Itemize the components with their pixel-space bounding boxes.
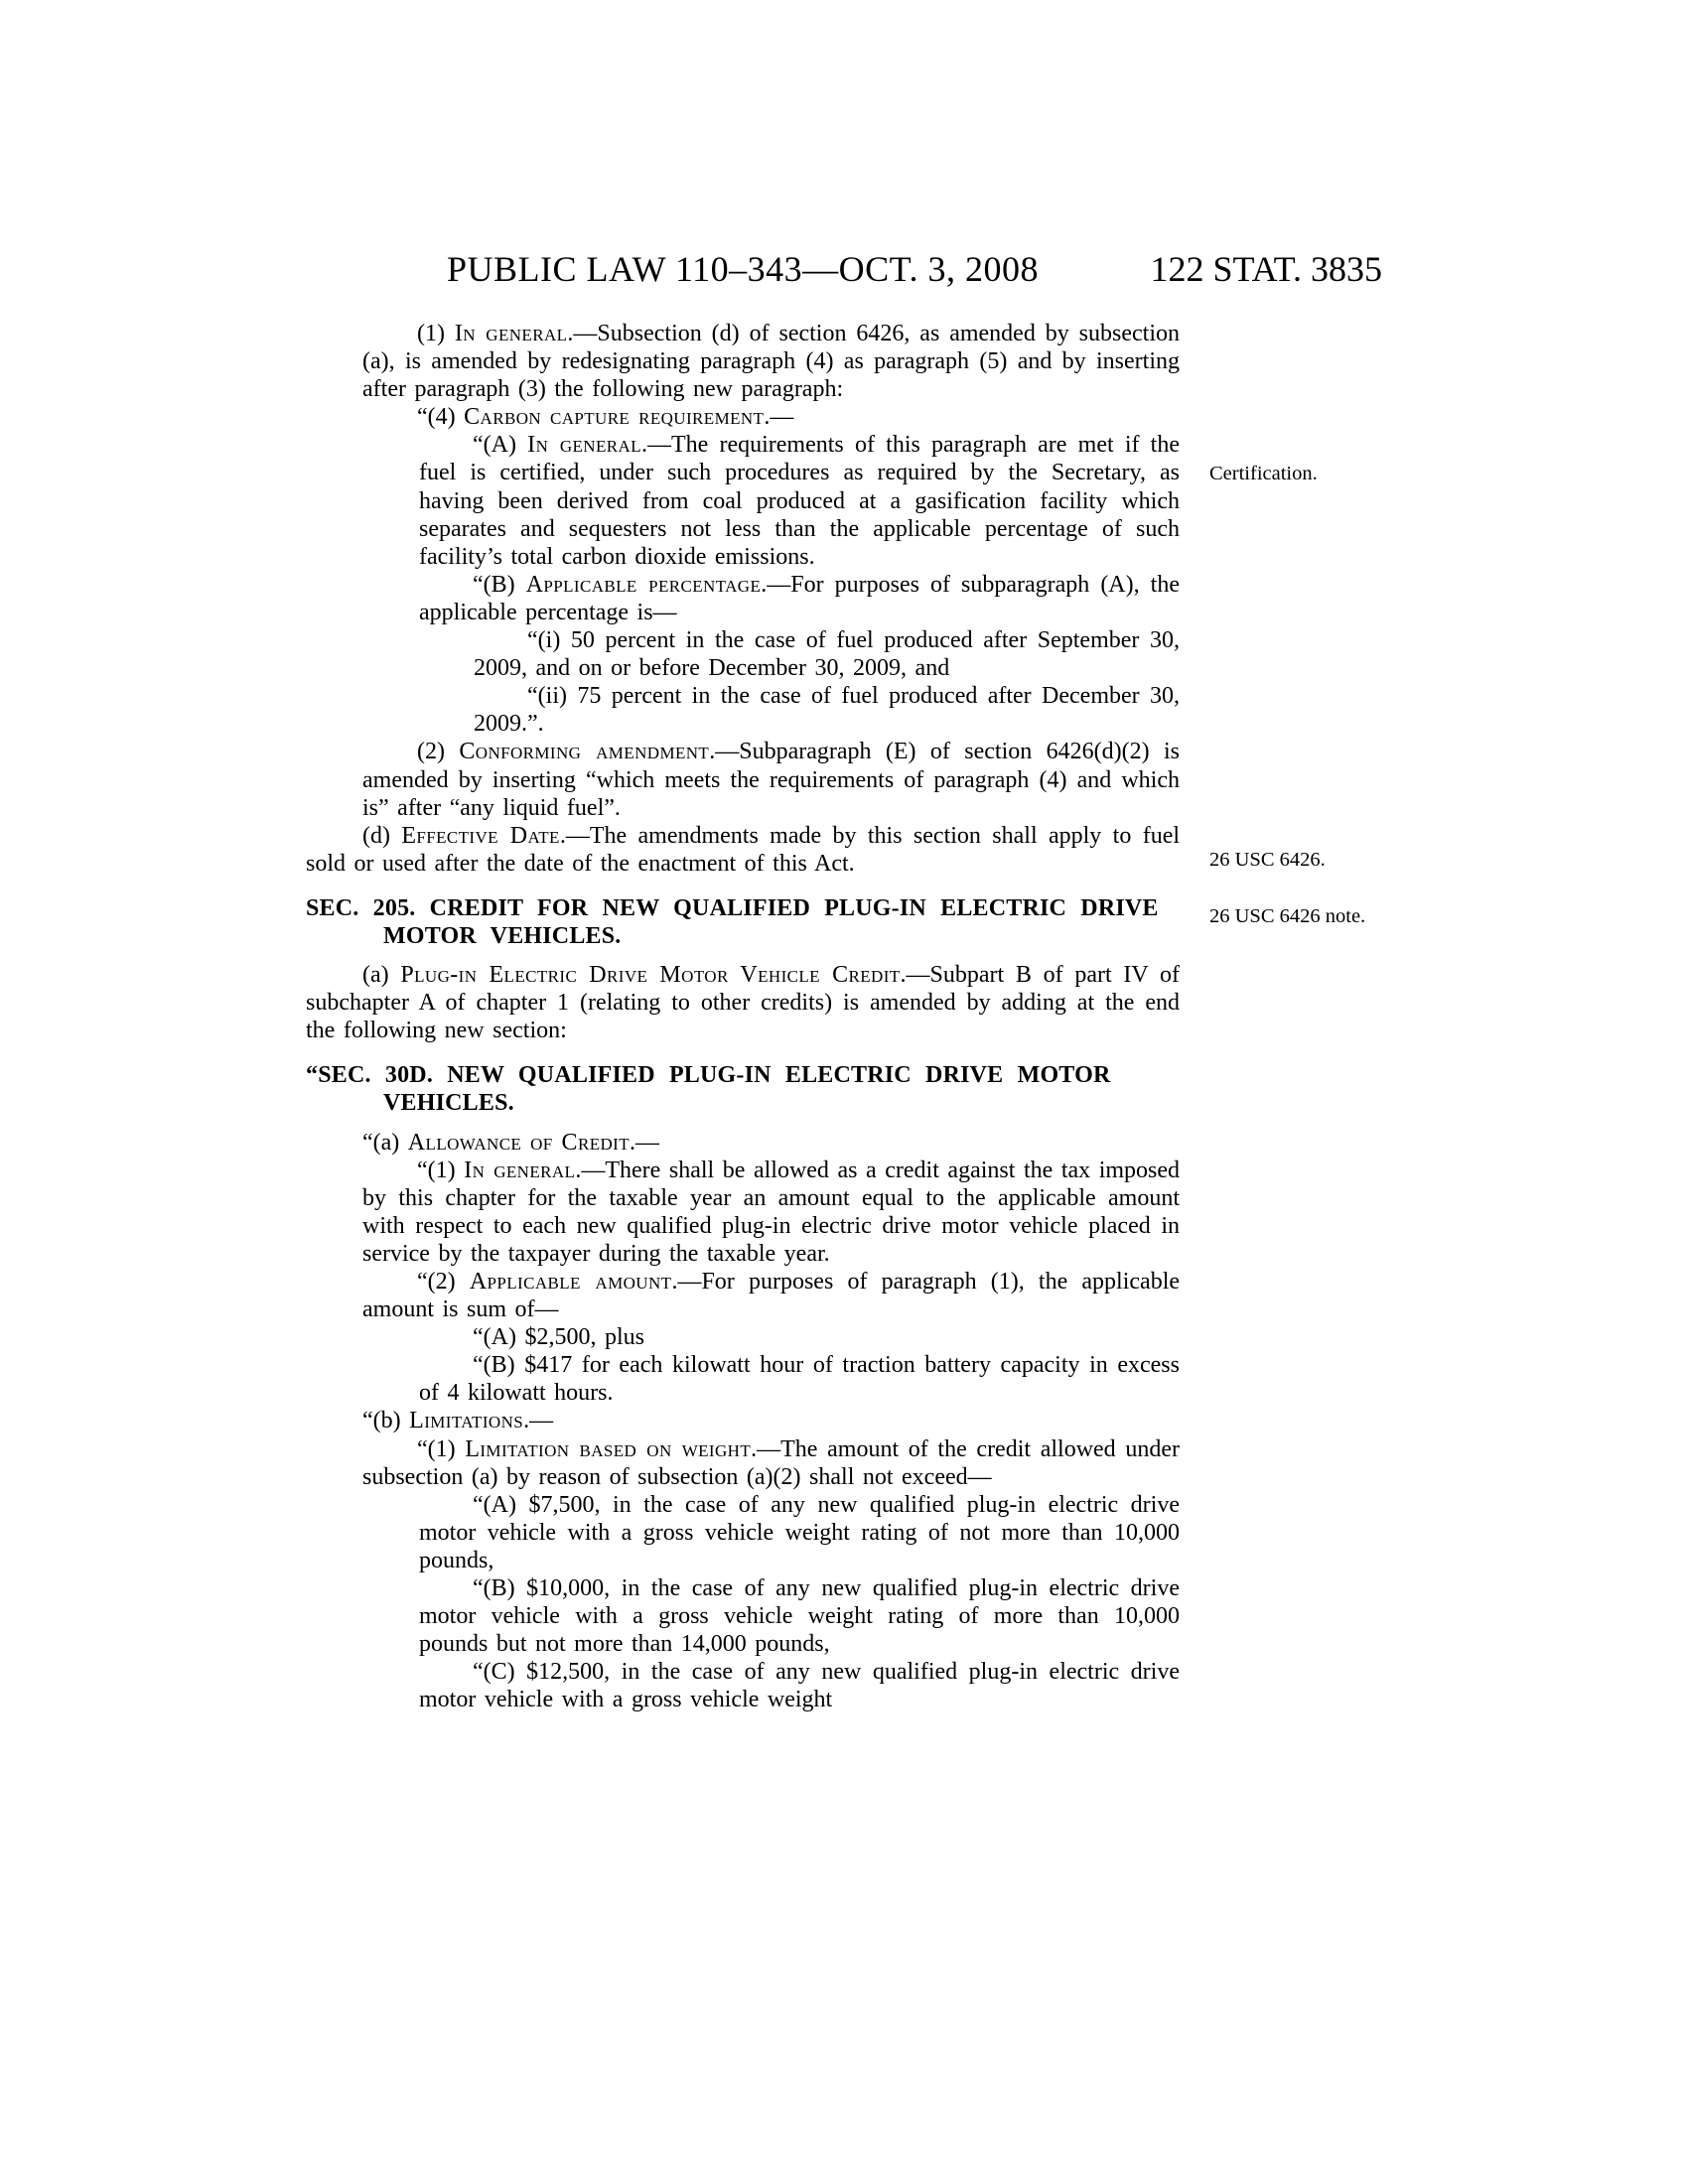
text-run: (d) [362,822,402,849]
small-caps-term: Limitations [409,1408,524,1434]
text-run: .—There shall be allowed as a credit against the tax imposed by this chapter for the taxable year an amount equal to the applicable amount with respect to each new qualified plug-in electric drive motor vehicle placed in service by the taxpayer during the taxable year. [362,1157,1181,1267]
text-run: “(2) [417,1269,470,1295]
text-run: “(B) [473,571,526,598]
running-header-law: PUBLIC LAW 110–343—OCT. 3, 2008 [447,249,1039,289]
text-run: “(A) $2,500, plus [473,1324,644,1351]
text-run: .—The amendments made by this section shall apply to fuel sold or used after the date of the enactment of this Act. [306,822,1181,877]
text-run: .—The amount of the credit allowed under subsection (a) by reason of subsection (a)(2) shall not exceed— [362,1435,1180,1490]
margin-note: 26 USC 6426. [1209,849,1326,871]
text-run: .— [523,1408,554,1434]
text-run: “(B) $10,000, in the case of any new qualified plug-in electric drive motor vehicle with a gross vehicle weight rating of more than 10,000 pounds but not more than 14,000 pounds, [419,1575,1180,1658]
text-run: “(1) [417,1157,465,1183]
text-run: “(1) [417,1435,466,1462]
text-run: .—The requirements of this paragraph are met if the fuel is certified, under such procedures as required by the Secretary, as having been derived from coal produced at a gasification facility which separates and sequesters not less than the applicable percentage of such facility’s total carbon dioxide emissions. [419,432,1181,570]
text-run: “(A) $7,500, in the case of any new qualified plug-in electric drive motor vehicle with a gross vehicle weight rating of not more than 10,000 pounds, [419,1491,1180,1573]
text-run: (1) [417,321,455,346]
text-run: VEHICLES. [383,1090,514,1117]
text-run: “(a) [362,1129,408,1156]
text-run: .— [630,1129,659,1156]
text-run: (2) [417,739,460,765]
text-run: (a) [362,962,401,989]
small-caps-term: Limitation based on weight [465,1435,752,1462]
text-run: “(b) [362,1408,410,1434]
small-caps-term: In general [527,432,641,459]
small-caps-term: In general [464,1157,576,1183]
text-run: MOTOR VEHICLES. [383,922,622,949]
text-run: .—Subpart B of part IV of subchapter A of chapter 1 (relating to other credits) is amended by adding at the end the following new section: [306,962,1180,1044]
text-run: “(ii) 75 percent in the case of fuel produced after December 30, 2009.”. [474,683,1180,738]
small-caps-term: Applicable percentage [525,571,762,598]
small-caps-term: Allowance of Credit [407,1129,630,1156]
margin-note: Certification. [1209,463,1318,484]
text-run: .— [764,404,794,431]
text-run: .—Subparagraph (E) of section 6426(d)(2) is amended by inserting “which meets the requirements of paragraph (4) and which is” after “any liquid fuel”. [362,739,1180,821]
text-run: “(i) 50 percent in the case of fuel produced after September 30, 2009, and on or before December 30, 2009, and [474,627,1180,682]
small-caps-term: Conforming amendment [459,739,710,765]
text-run: .—Subsection (d) of section 6426, as amended by subsection (a), is amended by redesignating paragraph (4) as paragraph (5) and by inserting after paragraph (3) the following new paragraph: [362,321,1180,403]
small-caps-term: Effective Date [401,822,560,849]
small-caps-term: Plug-in Electric Drive Motor Vehicle Credit [400,962,901,989]
text-run: .—For purposes of paragraph (1), the applicable amount is sum of— [362,1269,1181,1323]
small-caps-term: In general [454,321,568,346]
text-run: “(A) [473,432,528,459]
small-caps-term: Applicable amount [469,1269,672,1295]
margin-note: 26 USC 6426 note. [1209,905,1366,927]
running-header-stat-page-number: 122 STAT. 3835 [1150,249,1382,289]
text-run: “(4) [417,404,465,431]
text-run: “SEC. 30D. NEW QUALIFIED PLUG-IN ELECTRIC DRIVE MOTOR [306,1062,1111,1089]
text-run: .—For purposes of subparagraph (A), the applicable percentage is— [419,571,1180,625]
small-caps-term: Carbon capture requirement [464,404,765,431]
text-run: “(C) $12,500, in the case of any new qualified plug-in electric drive motor vehicle with a gross vehicle weight [419,1659,1180,1713]
text-run: “(B) $417 for each kilowatt hour of traction battery capacity in excess of 4 kilowatt hours. [419,1352,1180,1407]
text-run: SEC. 205. CREDIT FOR NEW QUALIFIED PLUG-IN ELECTRIC DRIVE [306,894,1159,921]
